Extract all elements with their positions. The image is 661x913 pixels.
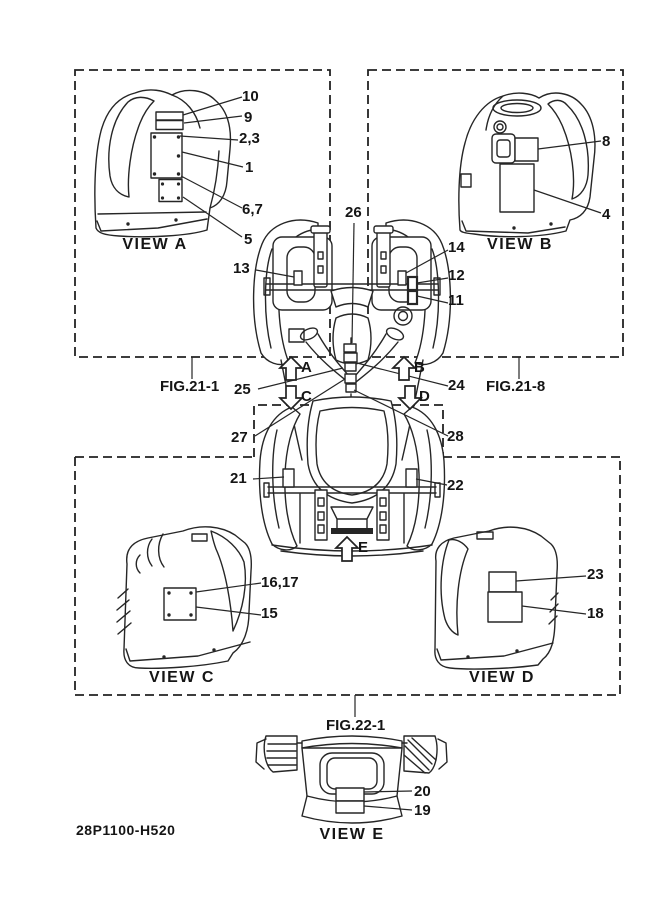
callout-26: 26 <box>345 204 362 221</box>
callout-18: 18 <box>587 605 604 622</box>
up-arrow-e-icon <box>336 537 358 561</box>
view-c-drawing <box>117 527 251 668</box>
callout-22: 22 <box>447 477 464 494</box>
callout-14: 14 <box>448 239 465 256</box>
callout-24: 24 <box>448 377 465 394</box>
view-d-title: VIEW D <box>469 669 535 686</box>
label-plate-12 <box>408 277 417 290</box>
callout-5: 5 <box>244 231 253 248</box>
callout-21: 21 <box>230 470 247 487</box>
label-plate-18 <box>488 592 522 622</box>
arrow-letter-a: A <box>301 359 312 376</box>
view-c-title: VIEW C <box>149 669 215 686</box>
arrow-letter-e: E <box>358 539 369 556</box>
view-d-drawing <box>435 527 558 669</box>
label-plate-10 <box>156 112 183 120</box>
label-plate-9 <box>156 121 183 130</box>
callout-20: 20 <box>414 783 431 800</box>
label-plate-8 <box>515 138 538 161</box>
callout-23: 23 <box>587 566 604 583</box>
view-e-title: VIEW E <box>319 826 385 843</box>
figure-ref-21-8: FIG.21-8 <box>486 378 546 395</box>
callout-11: 11 <box>448 292 464 309</box>
figure-ref-21-1: FIG.21-1 <box>160 378 220 395</box>
callout-9: 9 <box>244 109 253 126</box>
callout-25: 25 <box>234 381 251 398</box>
label-plate-19 <box>336 801 364 813</box>
callout-10: 10 <box>242 88 259 105</box>
callout-16-17: 16,17 <box>261 574 299 591</box>
callout-28: 28 <box>447 428 464 445</box>
view-a-title: VIEW A <box>122 236 188 253</box>
arrow-letter-c: C <box>301 388 312 405</box>
callout-1: 1 <box>245 159 254 176</box>
arrow-letter-d: D <box>419 388 430 405</box>
callout-4: 4 <box>602 206 611 223</box>
view-b-title: VIEW B <box>487 236 553 253</box>
down-arrow-c-icon <box>280 386 302 409</box>
label-plate-4 <box>500 164 534 212</box>
label-plate-14 <box>398 271 406 285</box>
callout-8: 8 <box>602 133 611 150</box>
callout-2-3: 2,3 <box>239 130 260 147</box>
figure-ref-22-1: FIG.22-1 <box>326 717 386 734</box>
view-b-drawing <box>459 93 595 237</box>
callout-19: 19 <box>414 802 431 819</box>
arrow-letter-b: B <box>414 359 425 376</box>
callout-15: 15 <box>261 605 278 622</box>
label-plate-11 <box>408 291 417 304</box>
label-plate-22 <box>406 469 417 487</box>
callout-6-7: 6,7 <box>242 201 263 218</box>
callout-27: 27 <box>231 429 248 446</box>
part-code: 28P1100-H520 <box>76 822 176 838</box>
callout-13: 13 <box>233 260 250 277</box>
label-plate-20 <box>336 788 364 801</box>
label-plate-23 <box>489 572 516 592</box>
label-plate-13 <box>294 271 302 285</box>
label-plate-21 <box>283 469 294 487</box>
callout-12: 12 <box>448 267 465 284</box>
